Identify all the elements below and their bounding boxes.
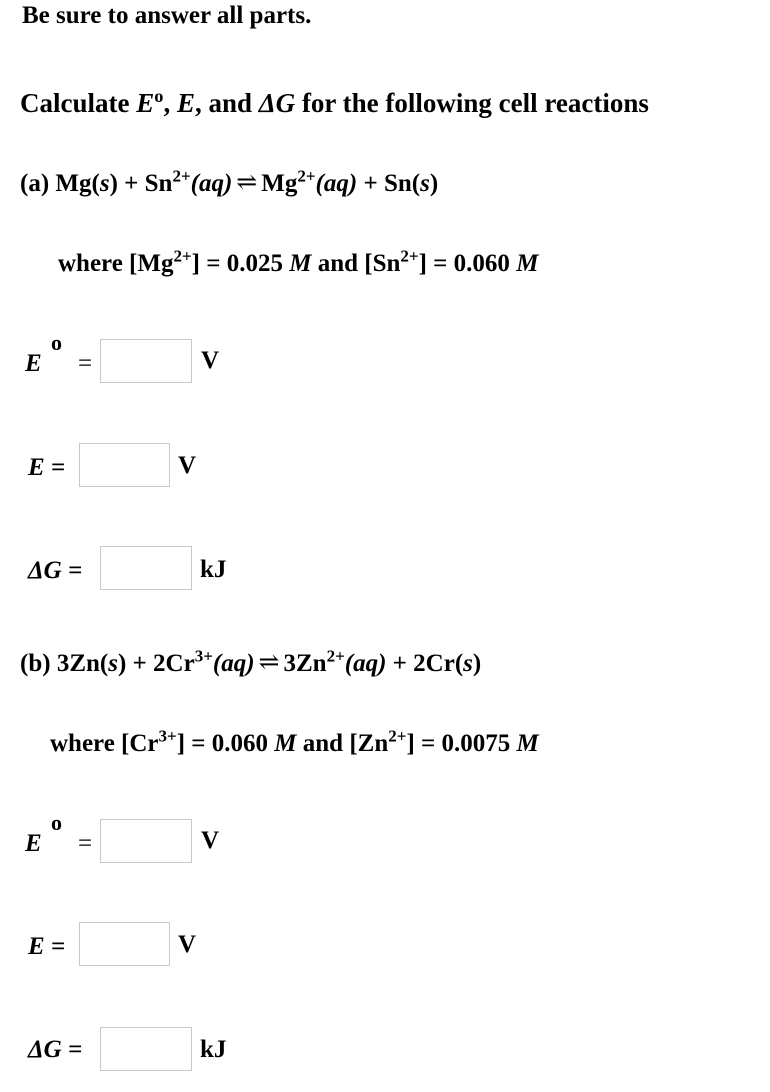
heading-e-standard: E (136, 88, 155, 118)
conditions-b-unit-1: M (274, 730, 297, 757)
reaction-b-product2: + 2Cr( (386, 650, 464, 677)
reaction-b-reactant1-state: s (108, 650, 118, 677)
b-e0-label: E (25, 830, 42, 857)
heading-delta-g: ΔG (258, 88, 296, 118)
b-e0-equals: = (78, 830, 93, 857)
reaction-b-product1: 3Zn (283, 650, 327, 677)
conditions-a-unit-2: M (516, 250, 539, 277)
heading-suffix: for the following cell reactions (295, 88, 649, 118)
a-e0-degree-symbol: o (51, 330, 62, 355)
a-e0-unit: V (201, 347, 220, 374)
conditions-a-lead: where [Mg (58, 250, 174, 277)
reaction-a-reactant2-state: (aq) (190, 170, 233, 197)
heading-e-italic: E (176, 88, 195, 118)
b-e0-input[interactable] (100, 819, 192, 863)
reaction-a-product2: + Sn( (357, 170, 421, 197)
conditions-a-ion2-value: ] = 0.060 (418, 250, 517, 277)
b-dg-unit: kJ (200, 1036, 227, 1063)
b-e0-unit: V (201, 827, 220, 854)
reaction-a-reactant2: ) + Sn (109, 170, 173, 197)
reaction-a-product2-close: ) (429, 170, 439, 197)
reaction-b-product2-close: ) (472, 650, 482, 677)
a-e-label: E = (28, 454, 66, 481)
conditions-a (58, 246, 539, 278)
conditions-a-ion2-charge: 2+ (400, 246, 419, 266)
conditions-b-lead: where [Cr (50, 730, 159, 757)
reaction-b-product1-charge: 2+ (326, 646, 345, 666)
reaction-a-reactant1: Mg( (55, 170, 100, 197)
reaction-a-product2-state: s (420, 170, 430, 197)
reaction-a (20, 168, 438, 198)
reaction-b-reactant2: ) + 2Cr (117, 650, 195, 677)
conditions-b-ion2-charge: 2+ (388, 726, 407, 746)
a-e-input[interactable] (79, 443, 170, 487)
reaction-a-product1-charge: 2+ (297, 166, 316, 186)
conditions-b-unit-2: M (516, 730, 539, 757)
reaction-b-label: (b) (20, 650, 57, 677)
b-e0-degree-symbol: o (51, 810, 62, 835)
conditions-b-ion1-value: ] = 0.060 (176, 730, 275, 757)
conditions-b (50, 726, 539, 758)
conditions-b-join: and [Zn (296, 730, 389, 757)
reaction-b-reactant2-charge: 3+ (194, 646, 213, 666)
b-e-input[interactable] (79, 922, 170, 966)
a-dg-label: ΔG = (28, 557, 83, 584)
a-e-unit: V (178, 452, 197, 479)
reaction-a-reactant1-state: s (99, 170, 110, 197)
heading-prefix: Calculate (20, 88, 137, 118)
instruction-text: Be sure to answer all parts. (22, 2, 312, 29)
equilibrium-arrow-icon: ⇌ (258, 649, 280, 676)
reaction-a-product1-state: (aq) (315, 170, 358, 197)
conditions-a-ion1-charge: 2+ (173, 246, 192, 266)
reaction-b-product1-state: (aq) (344, 650, 387, 677)
a-e0-input[interactable] (100, 339, 192, 383)
conditions-b-ion2-value: ] = 0.0075 (406, 730, 517, 757)
b-dg-input[interactable] (100, 1027, 192, 1071)
reaction-b-product2-state: s (463, 650, 473, 677)
reaction-a-reactant2-charge: 2+ (172, 166, 191, 186)
a-dg-input[interactable] (100, 546, 192, 590)
heading-middle: , (163, 88, 177, 118)
b-e-label: E = (28, 933, 66, 960)
a-e0-label: E (25, 350, 42, 377)
equilibrium-arrow-icon: ⇌ (236, 169, 258, 196)
conditions-b-ion1-charge: 3+ (158, 726, 177, 746)
reaction-b (20, 648, 481, 678)
reaction-b-reactant1: 3Zn( (56, 650, 109, 677)
conditions-a-join: and [Sn (311, 250, 401, 277)
question-heading (20, 85, 649, 119)
b-e-unit: V (178, 931, 197, 958)
reaction-b-reactant2-state: (aq) (212, 650, 255, 677)
reaction-a-product1: Mg (261, 170, 298, 197)
a-e0-equals: = (78, 350, 93, 377)
heading-degree-symbol: o (154, 85, 164, 106)
heading-and: , and (194, 88, 259, 118)
conditions-a-ion1-value: ] = 0.025 (191, 250, 290, 277)
a-dg-unit: kJ (200, 556, 227, 583)
conditions-a-unit-1: M (289, 250, 312, 277)
reaction-a-label: (a) (20, 170, 56, 197)
b-dg-label: ΔG = (28, 1036, 83, 1063)
